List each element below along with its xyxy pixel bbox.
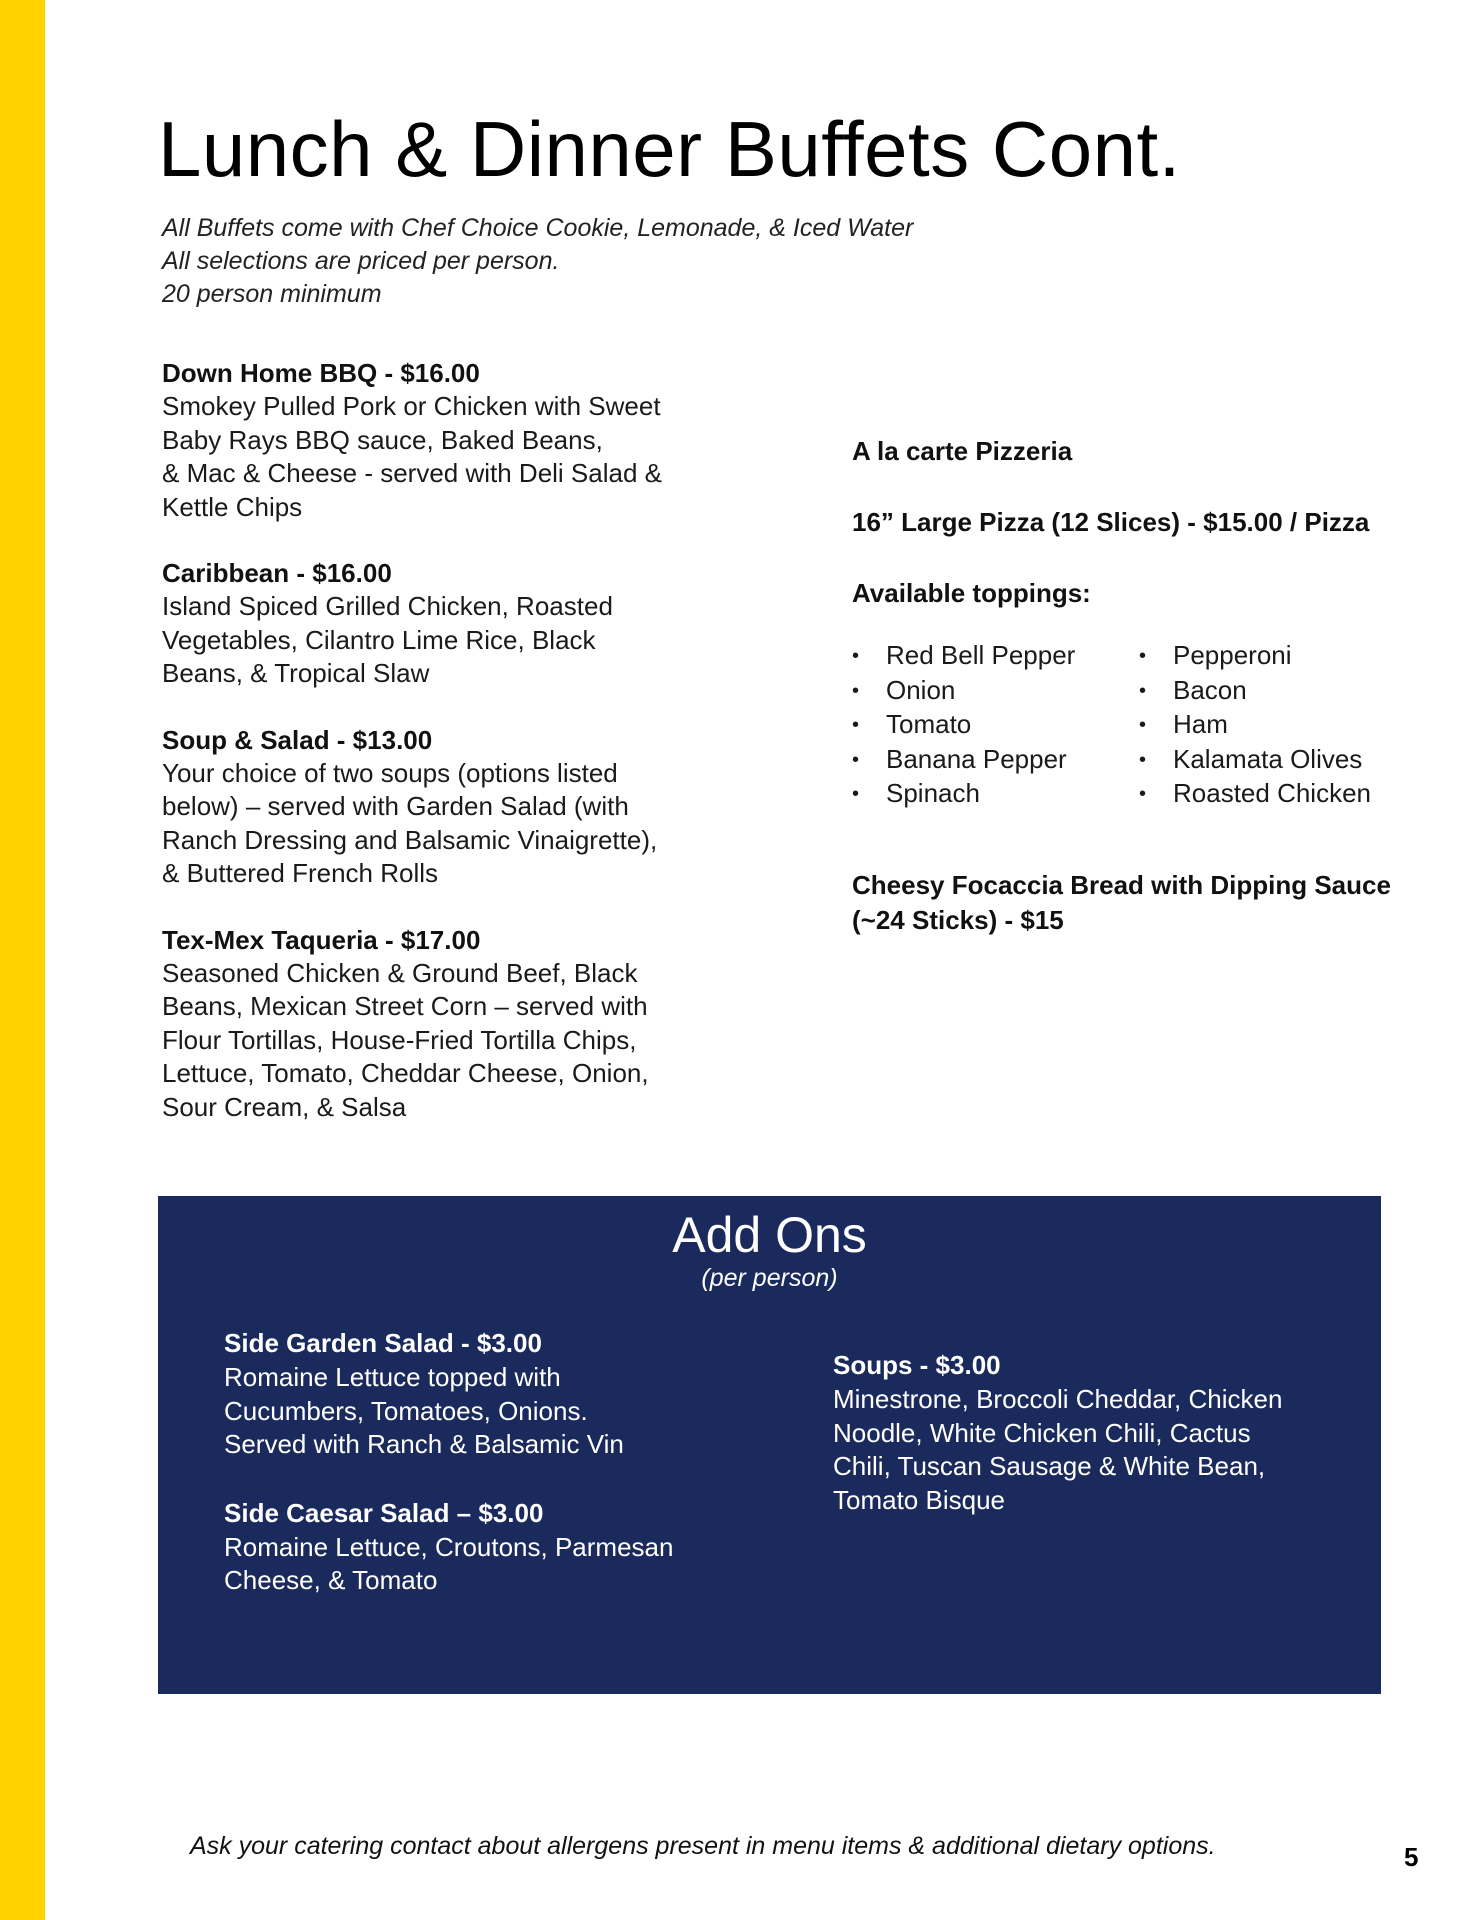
add-ons-left-column: [224, 1326, 784, 1632]
topping-item: • Tomato: [852, 708, 1139, 743]
page-title: Lunch & Dinner Buffets Cont.: [158, 105, 1181, 193]
description-line: Served with Ranch & Balsamic Vin: [224, 1429, 624, 1459]
add-on-description: [833, 1383, 1373, 1517]
description-line: Smokey Pulled Pork or Chicken with Sweet: [162, 391, 661, 421]
topping-item: • Ham: [1139, 708, 1371, 743]
topping-item: • Roasted Chicken: [1139, 777, 1371, 812]
buffet-name: Caribbean - $16.00: [162, 558, 392, 588]
add-on-description: [224, 1361, 784, 1462]
page-number: 5: [1404, 1842, 1419, 1872]
description-line: Kettle Chips: [162, 491, 303, 522]
yellow-side-stripe: [0, 0, 45, 1920]
toppings-column: [852, 639, 1139, 812]
description-line: Cheese, & Tomato: [224, 1565, 438, 1595]
add-ons-title: Add Ons: [672, 1207, 867, 1263]
description-line: Sour Cream, & Salsa: [162, 1091, 407, 1122]
description-line: & Buttered French Rolls: [162, 858, 439, 888]
toppings-label: Available toppings:: [852, 578, 1091, 608]
buffet-description: [162, 957, 722, 1125]
description-line: Tomato Bisque: [833, 1484, 1005, 1515]
pizza-price: 16” Large Pizza (12 Slices) - $15.00 / Pizza: [852, 507, 1370, 537]
description-line: below) – served with Garden Salad (with: [162, 791, 629, 821]
add-on-name: Soups - $3.00: [833, 1350, 1001, 1380]
description-line: Vegetables, Cilantro Lime Rice, Black: [162, 624, 596, 655]
buffet-name: Soup & Salad - $13.00: [162, 724, 433, 755]
intro-line: All selections are priced per person.: [162, 247, 560, 275]
add-on-caesar-salad: [224, 1496, 784, 1598]
description-line: Noodle, White Chicken Chili, Cactus: [833, 1417, 1251, 1448]
topping-item: • Pepperoni: [1139, 639, 1371, 674]
topping-item: • Spinach: [852, 777, 1139, 812]
buffet-tex-mex: [162, 923, 722, 1125]
add-on-name: Side Caesar Salad – $3.00: [224, 1497, 544, 1528]
description-line: Beans, & Tropical Slaw: [162, 658, 430, 688]
toppings-column: [1139, 639, 1371, 812]
description-line: Seasoned Chicken & Ground Beef, Black: [162, 957, 638, 988]
description-line: Ranch Dressing and Balsamic Vinaigrette),: [162, 824, 658, 855]
buffet-caribbean: [162, 556, 722, 691]
allergen-note: Ask your catering contact about allergens present in menu items & additional dietary options.: [190, 1832, 1216, 1860]
add-on-name: Side Garden Salad - $3.00: [224, 1328, 542, 1358]
buffet-list: [162, 356, 722, 1156]
intro-notes: [162, 212, 913, 311]
add-on-garden-salad: [224, 1326, 784, 1462]
topping-item: • Bacon: [1139, 674, 1371, 709]
add-ons-subtitle: (per person): [701, 1264, 838, 1292]
description-line: Romaine Lettuce topped with: [224, 1362, 561, 1392]
description-line: Island Spiced Grilled Chicken, Roasted: [162, 591, 613, 621]
description-line: Beans, Mexican Street Corn – served with: [162, 991, 648, 1021]
intro-line: 20 person minimum: [162, 280, 382, 308]
description-line: Flour Tortillas, House-Fried Tortilla Chips,: [162, 1024, 637, 1055]
add-on-soups: [833, 1348, 1373, 1517]
description-line: Cucumbers, Tomatoes, Onions.: [224, 1395, 588, 1426]
add-on-description: [224, 1531, 784, 1598]
intro-line: All Buffets come with Chef Choice Cookie, Lemonade, & Iced Water: [162, 214, 914, 242]
topping-item: • Red Bell Pepper: [852, 639, 1139, 674]
pizzeria-title: A la carte Pizzeria: [852, 436, 1073, 466]
buffet-soup-salad: [162, 723, 722, 891]
topping-item: • Onion: [852, 674, 1139, 709]
description-line: Your choice of two soups (options listed: [162, 757, 618, 788]
buffet-description: [162, 590, 722, 691]
buffet-description: [162, 390, 722, 524]
toppings-list: [852, 639, 1412, 812]
description-line: Chili, Tuscan Sausage & White Bean,: [833, 1451, 1266, 1481]
description-line: & Mac & Cheese - served with Deli Salad &: [162, 458, 662, 488]
description-line: Baby Rays BBQ sauce, Baked Beans,: [162, 424, 603, 455]
topping-item: • Banana Pepper: [852, 743, 1139, 778]
add-ons-right-column: [833, 1348, 1373, 1551]
buffet-name: Tex-Mex Taqueria - $17.00: [162, 924, 481, 955]
description-line: Lettuce, Tomato, Cheddar Cheese, Onion,: [162, 1058, 649, 1088]
description-line: Romaine Lettuce, Croutons, Parmesan: [224, 1531, 674, 1562]
add-ons-panel: [158, 1196, 1381, 1694]
buffet-name: Down Home BBQ - $16.00: [162, 358, 480, 388]
pizzeria-section: [852, 434, 1412, 938]
buffet-description: [162, 757, 722, 891]
focaccia-item: Cheesy Focaccia Bread with Dipping Sauce (~24 Sticks) - $15: [852, 869, 1391, 935]
buffet-bbq: [162, 356, 722, 524]
topping-item: • Kalamata Olives: [1139, 743, 1371, 778]
description-line: Minestrone, Broccoli Cheddar, Chicken: [833, 1384, 1283, 1414]
